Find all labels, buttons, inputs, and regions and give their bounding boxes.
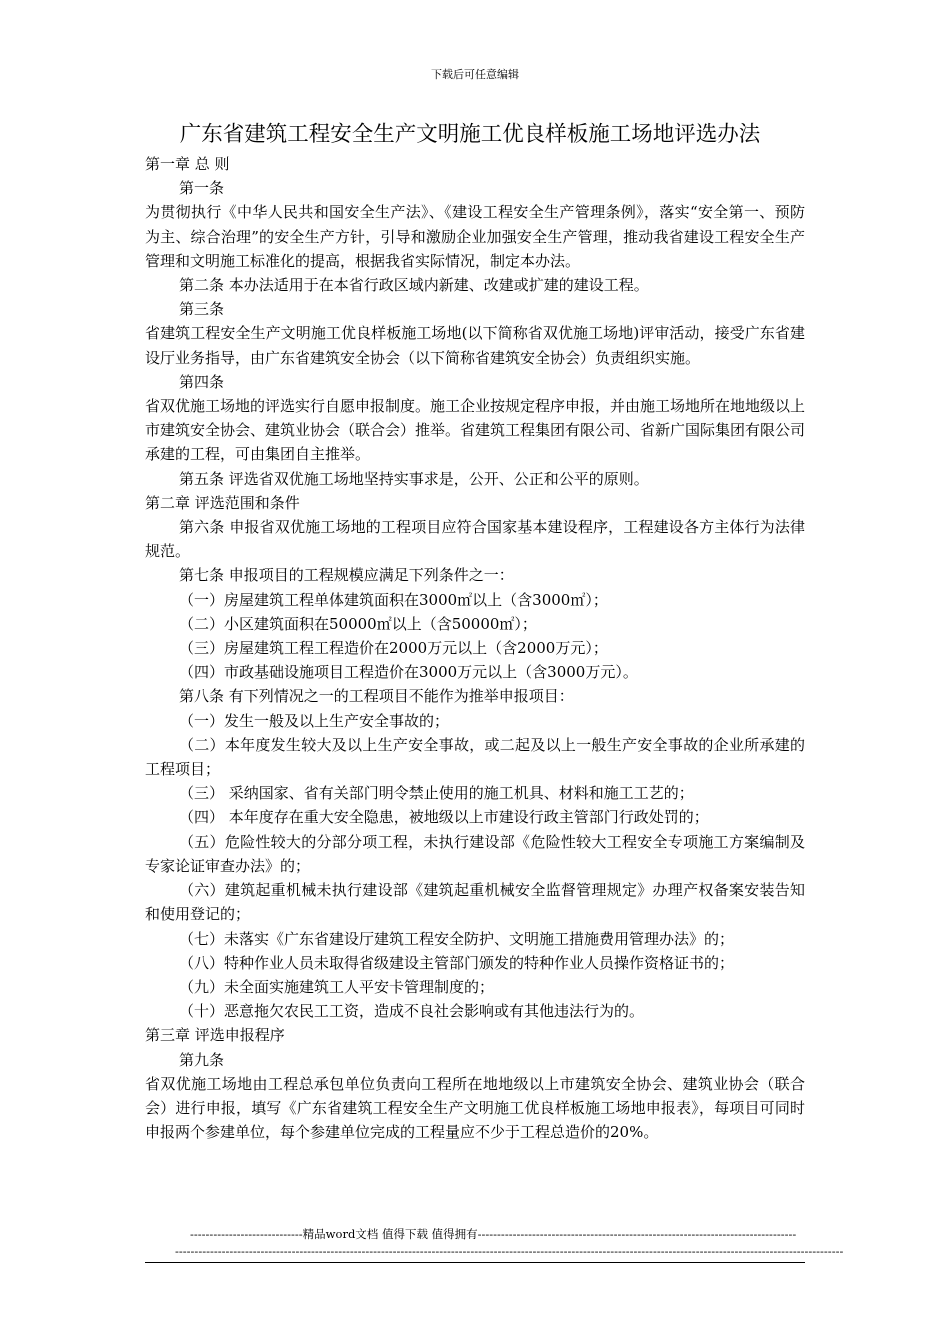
paragraph: 省建筑工程安全生产文明施工优良样板施工场地(以下简称省双优施工场地)评审活动，接受广东省建设厅业务指导，由广东省建筑安全协会（以下简称省建筑安全协会）负责组织实施。 [145, 324, 805, 367]
paragraph: 第六条 申报省双优施工场地的工程项目应符合国家基本建设程序，工程建设各方主体行为法律规范。 [145, 518, 805, 561]
footer-divider [145, 1262, 805, 1263]
paragraph: 第三章 评选申报程序 [145, 1026, 285, 1045]
paragraph: （十）恶意拖欠农民工工资，造成不良社会影响或有其他违法行为的。 [179, 1002, 645, 1021]
footer-banner-line: -----------------------------精品word文档 值得下载 值得拥有---------------------------------------------------------------------------------- [190, 1227, 797, 1241]
footer-dash-line: ---------------------------------------------------------------------------------------------------------------------------------------------------------------------------- [175, 1244, 844, 1258]
paragraph: 省双优施工场地由工程总承包单位负责向工程所在地地级以上市建筑安全协会、建筑业协会（联合会）进行申报，填写《广东省建筑工程安全生产文明施工优良样板施工场地申报表》，每项目可同时申报两个参建单位，每个参建单位完成的工程量应不少于工程总造价的20%。 [145, 1074, 805, 1142]
paragraph: （一）发生一般及以上生产安全事故的； [179, 711, 450, 730]
paragraph: （三） 采纳国家、省有关部门明令禁止使用的施工机具、材料和施工工艺的； [179, 784, 694, 803]
paragraph: 第三条 [179, 300, 225, 319]
paragraph: 第五条 评选省双优施工场地坚持实事求是，公开、公正和公平的原则。 [179, 469, 649, 488]
paragraph: 第七条 申报项目的工程规模应满足下列条件之一： [179, 566, 514, 585]
document-body [145, 118, 805, 1144]
paragraph: 第四条 [179, 372, 225, 391]
paragraph: 第一章 总 则 [145, 155, 230, 173]
document-title: 广东省建筑工程安全生产文明施工优良样板施工场地评选办法 [179, 122, 761, 147]
page-header-note: 下载后可任意编辑 [431, 68, 519, 81]
paragraph: （一）房屋建筑工程单体建筑面积在3000㎡以上（含3000㎡）； [179, 590, 608, 609]
paragraph: 第八条 有下列情况之一的工程项目不能作为推举申报项目： [179, 687, 574, 706]
paragraph: （三）房屋建筑工程工程造价在2000万元以上（含2000万元）； [179, 639, 608, 658]
paragraph: 第二章 评选范围和条件 [145, 493, 300, 512]
paragraph: （六）建筑起重机械未执行建设部《建筑起重机械安全监督管理规定》办理产权备案安装告知和使用登记的； [145, 881, 805, 924]
paragraph: （八）特种作业人员未取得省级建设主管部门颁发的特种作业人员操作资格证书的； [179, 953, 735, 972]
paragraph: （二）本年度发生较大及以上生产安全事故，或二起及以上一般生产安全事故的企业所承建的工程项目； [145, 735, 805, 779]
paragraph: 为贯彻执行《中华人民共和国安全生产法》、《建设工程安全生产管理条例》，落实“安全第一、预防为主、综合治理”的安全生产方针，引导和激励企业加强安全生产管理，推动我省建设工程安全生产管理和文明施工标准化的提高，根据我省实际情况，制定本办法。 [145, 203, 805, 270]
paragraph: 第一条 [179, 179, 225, 198]
paragraph: （二）小区建筑面积在50000㎡以上（含50000㎡）； [179, 614, 537, 633]
paragraph: 第二条 本办法适用于在本省行政区域内新建、改建或扩建的建设工程。 [179, 276, 649, 295]
paragraph-list [145, 152, 805, 1144]
paragraph: （四）市政基础设施项目工程造价在3000万元以上（含3000万元）。 [179, 663, 638, 682]
paragraph: （七）未落实《广东省建设厅建筑工程安全防护、文明施工措施费用管理办法》的； [179, 929, 735, 948]
paragraph: （九）未全面实施建筑工人平安卡管理制度的； [179, 977, 495, 996]
paragraph: 省双优施工场地的评选实行自愿申报制度。施工企业按规定程序申报，并由施工场地所在地地级以上市建筑安全协会、建筑业协会（联合会）推举。省建筑工程集团有限公司、省新广国际集团有限公司承建的工程，可由集团自主推举。 [145, 397, 806, 464]
paragraph: 第九条 [179, 1050, 225, 1069]
paragraph: （五）危险性较大的分部分项工程，未执行建设部《危险性较大工程安全专项施工方案编制及专家论证审查办法》的； [145, 832, 805, 875]
paragraph: （四） 本年度存在重大安全隐患，被地级以上市建设行政主管部门行政处罚的； [179, 808, 709, 827]
